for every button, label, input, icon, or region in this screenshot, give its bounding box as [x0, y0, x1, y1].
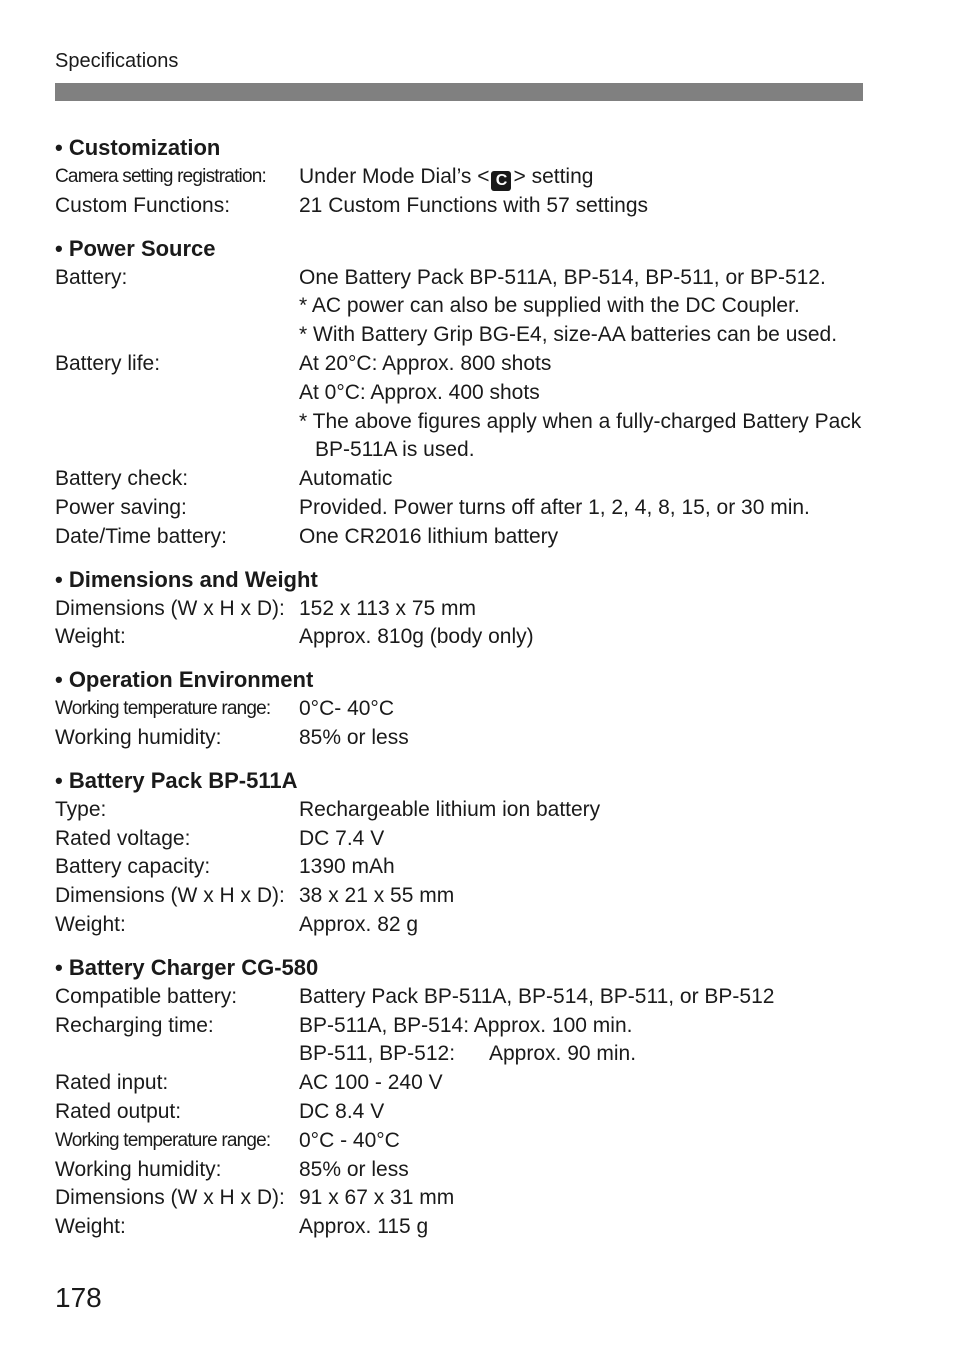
- page-number: 178: [55, 1282, 102, 1313]
- spec-value-text: Under Mode Dial’s <: [299, 165, 490, 188]
- spec-label: Battery check:: [55, 467, 189, 491]
- spec-row-dimensions: [55, 1184, 885, 1213]
- spec-value: 85% or less: [299, 725, 409, 749]
- spec-label: Date/Time battery:: [55, 524, 227, 548]
- spec-value: Rechargeable lithium ion battery: [299, 797, 601, 821]
- spec-value: At 20°C: Approx. 800 shots: [299, 351, 552, 375]
- spec-value: DC 7.4 V: [299, 826, 385, 850]
- spec-row-camera-setting: [55, 163, 885, 192]
- spec-label: Camera setting registration:: [55, 166, 266, 187]
- section-title: • Battery Charger CG-580: [55, 954, 319, 980]
- spec-row-battery: [55, 264, 885, 350]
- spec-row-rated-input: [55, 1069, 885, 1098]
- spec-value: Approx. 82 g: [299, 912, 419, 936]
- spec-row-temperature: [55, 695, 885, 724]
- spec-label: Recharging time:: [55, 1013, 214, 1037]
- spec-label: Working humidity:: [55, 725, 222, 749]
- spec-row-humidity: [55, 724, 885, 753]
- spec-value: At 0°C: Approx. 400 shots: [299, 380, 540, 404]
- spec-row-compatible-battery: [55, 983, 885, 1012]
- section-dimensions-weight: [55, 565, 885, 653]
- spec-value: One CR2016 lithium battery: [299, 524, 559, 548]
- section-battery-charger: [55, 953, 885, 1242]
- spec-row-date-time-battery: [55, 523, 885, 552]
- spec-value: Battery Pack BP-511A, BP-514, BP-511, or BP-512: [299, 984, 775, 1008]
- section-power-source: [55, 234, 885, 552]
- header-bar: [55, 83, 863, 101]
- spec-label: Battery:: [55, 265, 128, 289]
- spec-row-weight: [55, 623, 885, 652]
- spec-label: Dimensions (W x H x D):: [55, 1186, 285, 1210]
- spec-value-time: Approx. 90 min.: [489, 1042, 637, 1066]
- spec-value: One Battery Pack BP-511A, BP-514, BP-511, or BP-512.: [299, 265, 826, 289]
- section-title: • Dimensions and Weight: [55, 566, 318, 592]
- spec-row-type: [55, 796, 885, 825]
- spec-value: Automatic: [299, 467, 393, 491]
- spec-label: Dimensions (W x H x D):: [55, 884, 285, 908]
- spec-label: Custom Functions:: [55, 193, 231, 217]
- spec-row-weight: [55, 911, 885, 940]
- spec-label: Compatible battery:: [55, 984, 238, 1008]
- spec-value: Provided. Power turns off after 1, 2, 4, 8, 15, or 30 min.: [299, 495, 810, 519]
- spec-value: 152 x 113 x 75 mm: [299, 596, 477, 620]
- spec-value: 91 x 67 x 31 mm: [299, 1186, 455, 1210]
- spec-value: Approx. 810g (body only): [299, 625, 534, 649]
- spec-label: Type:: [55, 797, 107, 821]
- section-title: • Operation Environment: [55, 667, 314, 693]
- section-title: • Battery Pack BP-511A: [55, 767, 298, 793]
- spec-value: BP-511A, BP-514: Approx. 100 min.: [299, 1013, 633, 1037]
- spec-value: 38 x 21 x 55 mm: [299, 884, 455, 908]
- spec-label: Dimensions (W x H x D):: [55, 596, 285, 620]
- spec-label: Working humidity:: [55, 1157, 222, 1181]
- spec-row-temperature: [55, 1127, 885, 1156]
- spec-row-weight: [55, 1213, 885, 1242]
- section-customization: [55, 133, 885, 221]
- section-title: • Customization: [55, 135, 221, 160]
- page-header-title: Specifications: [55, 50, 179, 72]
- spec-value: AC 100 - 240 V: [299, 1071, 443, 1095]
- spec-row-battery-life: [55, 350, 885, 465]
- spec-label: Battery life:: [55, 351, 161, 375]
- spec-row-battery-capacity: [55, 853, 885, 882]
- spec-value: 1390 mAh: [299, 855, 395, 879]
- spec-label: Power saving:: [55, 495, 187, 519]
- spec-row-recharging-time: [55, 1012, 885, 1070]
- spec-note: * The above figures apply when a fully-charged Battery Pack BP-511A is used.: [299, 409, 862, 462]
- spec-row-power-saving: [55, 494, 885, 523]
- spec-label: Weight:: [55, 1215, 126, 1239]
- spec-note: * With Battery Grip BG-E4, size-AA batteries can be used.: [299, 323, 838, 347]
- spec-content: [55, 133, 885, 1255]
- spec-value: DC 8.4 V: [299, 1099, 385, 1123]
- spec-value-model: BP-511, BP-512:: [299, 1042, 456, 1066]
- spec-value: 85% or less: [299, 1157, 409, 1181]
- spec-row-rated-voltage: [55, 825, 885, 854]
- spec-label: Rated voltage:: [55, 826, 191, 850]
- spec-label: Working temperature range:: [55, 698, 271, 720]
- spec-value: 21 Custom Functions with 57 settings: [299, 193, 649, 217]
- spec-value-text: > setting: [513, 165, 594, 188]
- spec-value: 0°C- 40°C: [299, 697, 394, 721]
- spec-row-humidity: [55, 1156, 885, 1185]
- section-battery-pack: [55, 766, 885, 940]
- spec-label: Battery capacity:: [55, 855, 211, 879]
- spec-row-rated-output: [55, 1098, 885, 1127]
- spec-label: Weight:: [55, 912, 126, 936]
- spec-row-dimensions: [55, 882, 885, 911]
- spec-label: Working temperature range:: [55, 1129, 271, 1151]
- camera-custom-mode-icon: C: [491, 171, 511, 191]
- spec-value: Approx. 115 g: [299, 1215, 429, 1239]
- spec-label: Rated input:: [55, 1071, 169, 1095]
- spec-value: 0°C - 40°C: [299, 1128, 400, 1152]
- section-title: • Power Source: [55, 235, 216, 261]
- spec-row-custom-functions: [55, 192, 885, 221]
- spec-label: Rated output:: [55, 1099, 182, 1123]
- spec-note: * AC power can also be supplied with the DC Coupler.: [299, 294, 800, 318]
- spec-value: [299, 163, 885, 192]
- spec-row-battery-check: [55, 465, 885, 494]
- spec-label: Weight:: [55, 625, 126, 649]
- section-operation-environment: [55, 665, 885, 753]
- spec-row-dimensions: [55, 595, 885, 624]
